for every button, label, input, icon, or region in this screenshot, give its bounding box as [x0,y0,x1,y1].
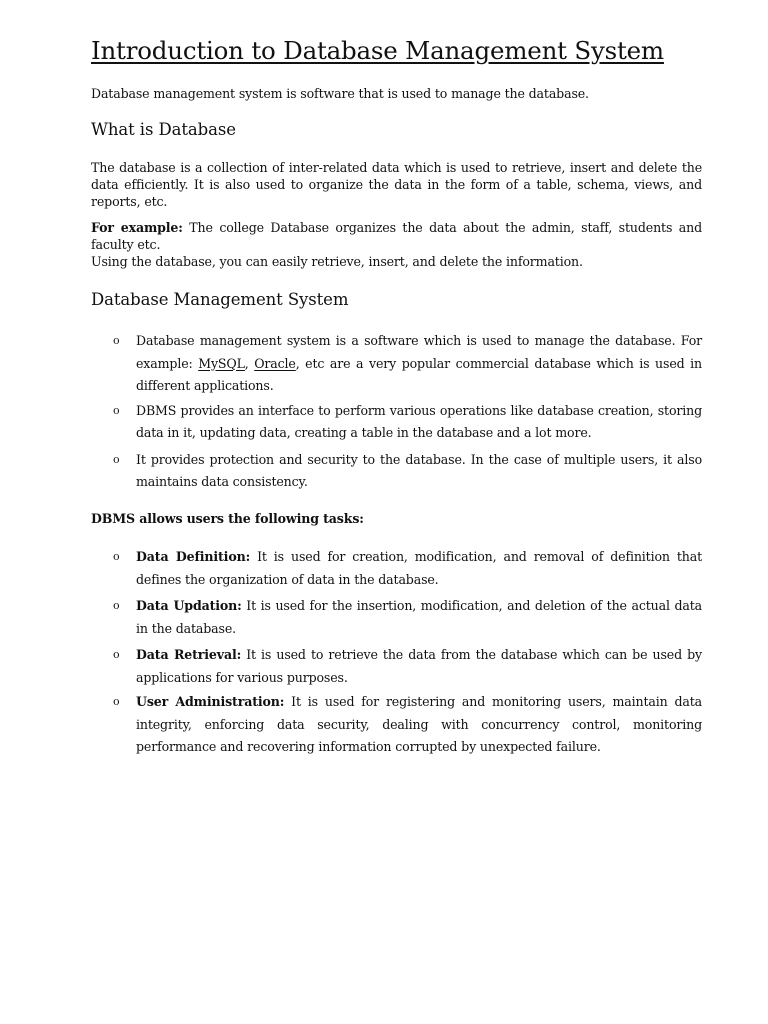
intro-paragraph: Database management system is software that is used to manage the database. [91,86,589,101]
dbms-bullet-list [91,330,702,494]
mysql-link[interactable]: MySQL [198,355,245,371]
using-database-paragraph: Using the database, you can easily retrieve, insert, and delete the information. [91,254,583,269]
example-text: The college Database organizes the data about the admin, staff, students and faculty etc. [91,220,703,252]
list-item: o User Administration: It is used for registering and monitoring users, maintain data integrity, enforcing data security, dealing with concurrency control, monitoring performance and recovering information corrupted by unexpected failure. [91,691,702,759]
list-item: o Data Definition: It is used for creation, modification, and removal of definition that defines the organization of data in the database. [91,546,702,591]
example-paragraph [91,219,702,253]
task-label: Data Updation: [136,598,242,613]
task-label: User Administration: [136,694,285,709]
example-label: For example: [91,220,183,235]
tasks-bullet-list [91,546,702,759]
bullet-icon: o [113,550,120,563]
heading-dbms: Database Management System [91,290,349,309]
task-label: Data Definition: [136,549,251,564]
database-definition-paragraph: The database is a collection of inter-related data which is used to retrieve, insert and delete the data efficiently. It is also used to organize the data in the form of a table, schema, views, and reports, etc. [91,160,702,209]
task-label: Data Retrieval: [136,647,242,662]
bullet-icon: o [113,403,120,417]
heading-what-is-database: What is Database [91,120,236,139]
bullet-icon: o [113,695,120,708]
oracle-link[interactable]: Oracle [254,355,296,371]
list-item: o Database management system is a software which is used to manage the database. For example: MySQL, Oracle, etc are a very popular commercial database which is used in different applications. [91,330,702,398]
list-item: o DBMS provides an interface to perform various operations like database creation, storing data in it, updating data, creating a table in the database and a lot more. [91,400,702,445]
bullet-icon: o [113,452,120,466]
bullet-icon: o [113,599,120,612]
tasks-heading: DBMS allows users the following tasks: [91,511,364,526]
list-item: o Data Updation: It is used for the insertion, modification, and deletion of the actual data in the database. [91,595,702,640]
list-item: o It provides protection and security to the database. In the case of multiple users, it also maintains data consistency. [91,449,702,494]
bullet-icon: o [113,334,120,347]
page-title: Introduction to Database Management System [91,36,664,65]
bullet-icon: o [113,648,120,661]
list-item: o Data Retrieval: It is used to retrieve the data from the database which can be used by applications for various purposes. [91,644,702,689]
